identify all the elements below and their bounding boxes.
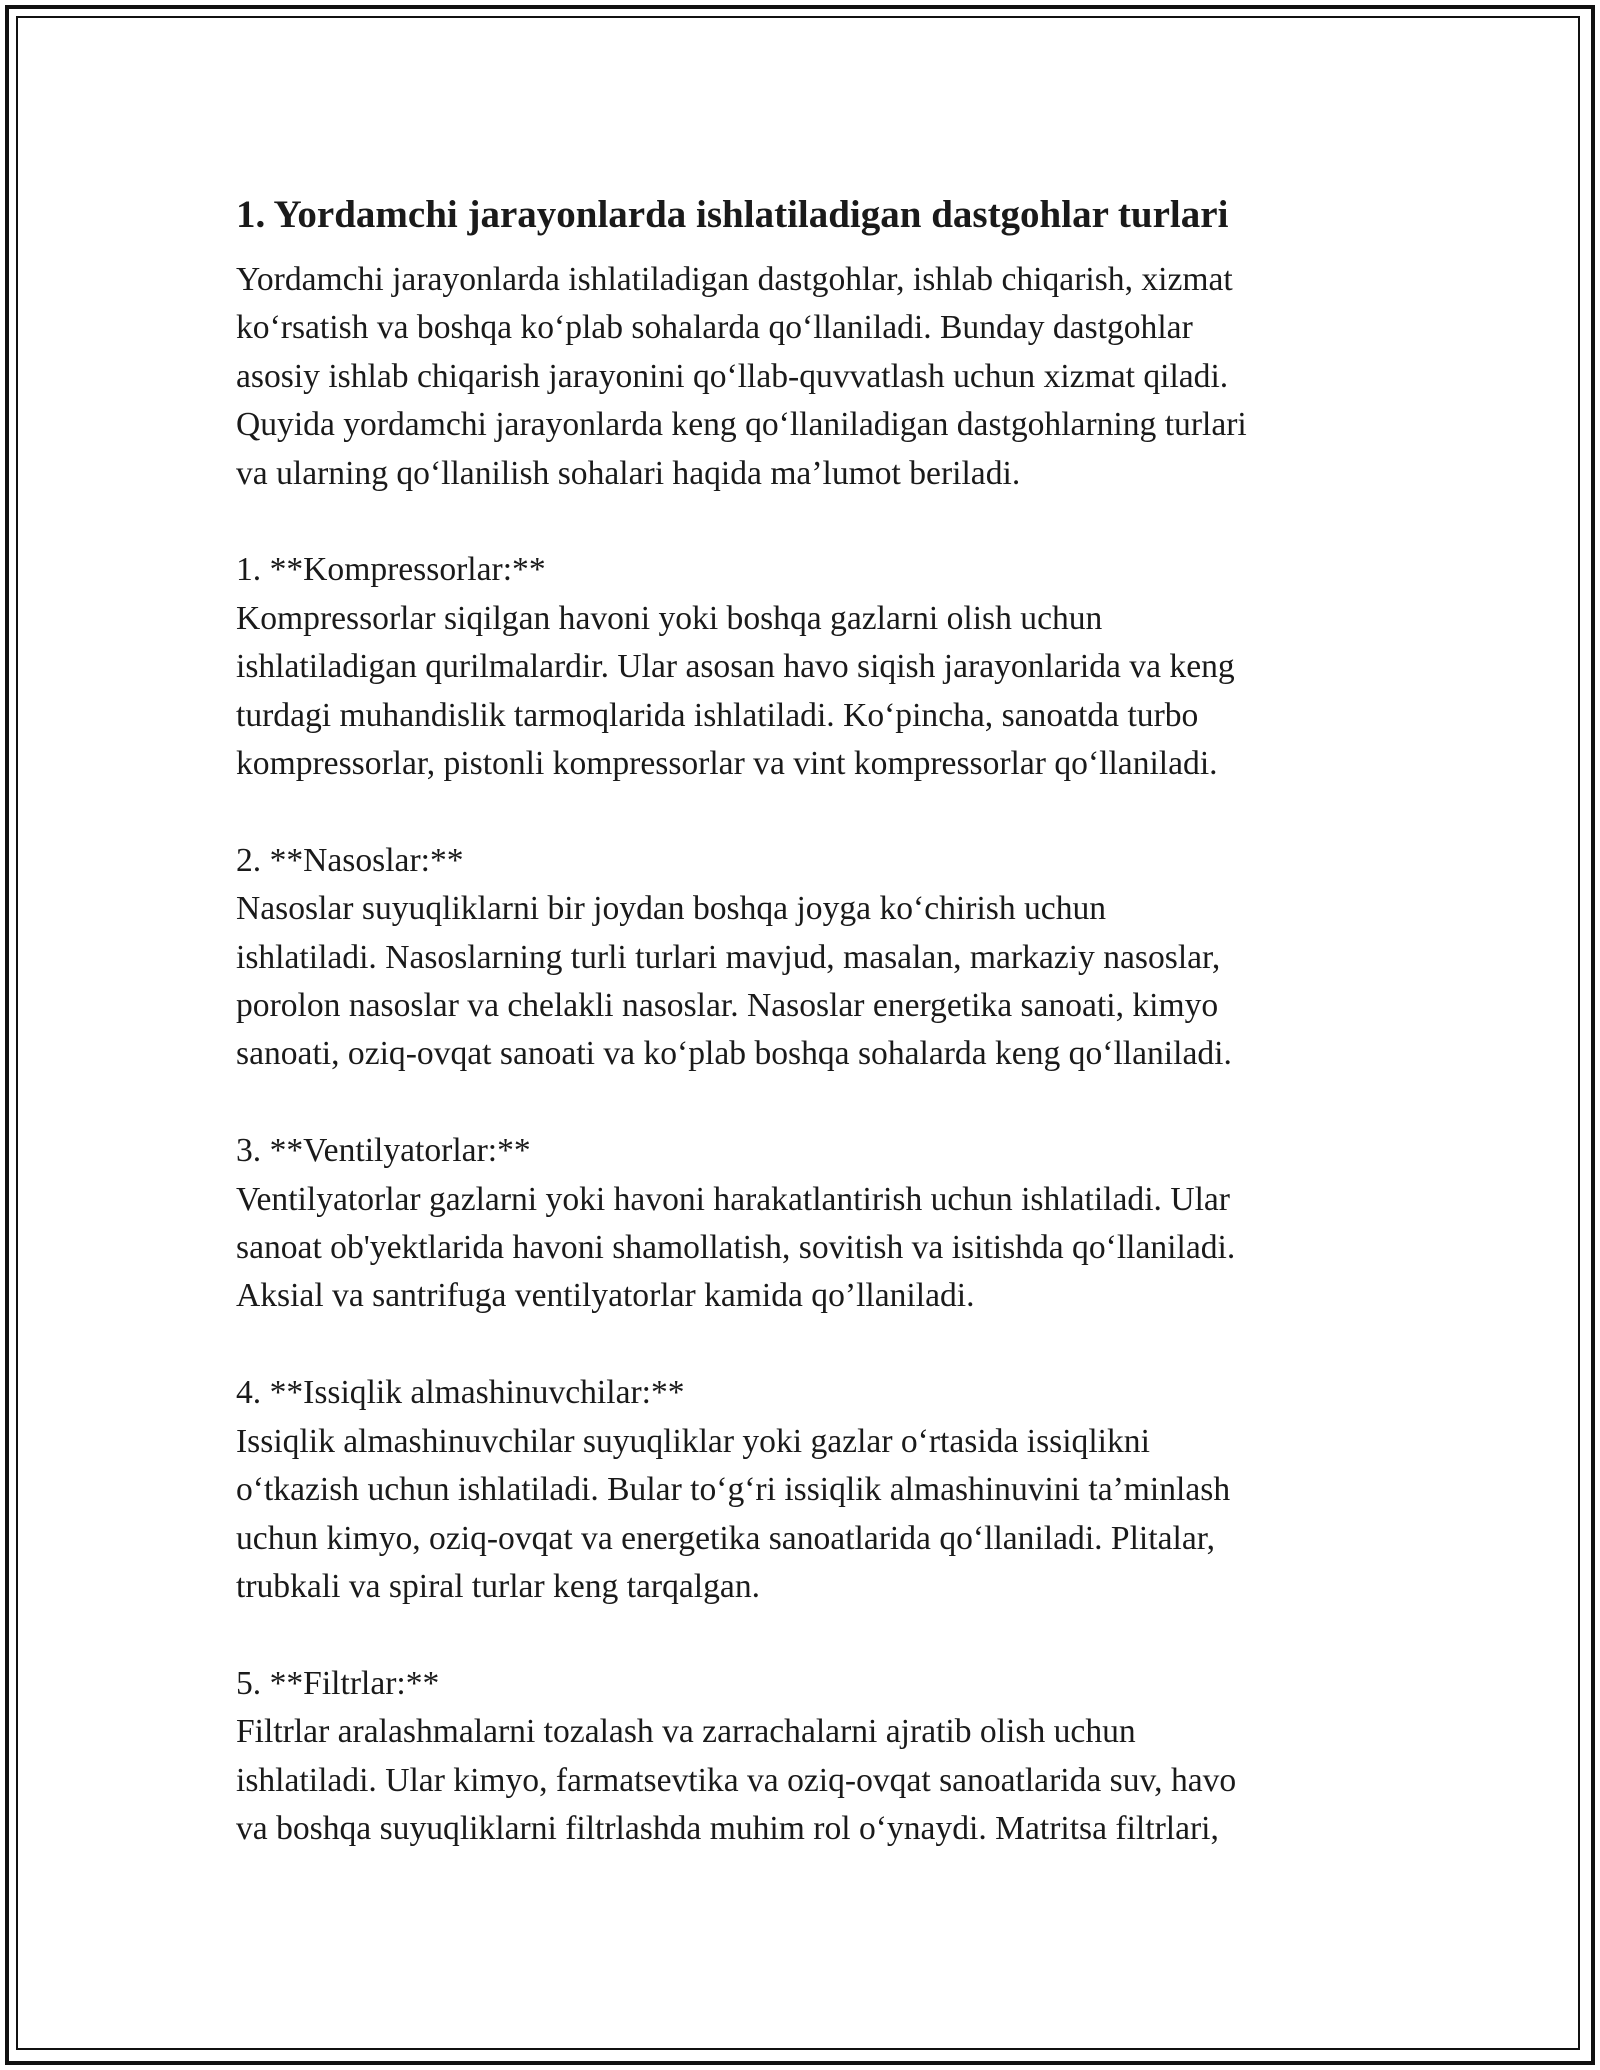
section-heading: 4. **Issiqlik almashinuvchilar:** [236, 1374, 685, 1412]
section-heading: 3. **Ventilyatorlar:** [236, 1132, 531, 1170]
section-body: Nasoslar suyuqliklarni bir joydan boshqa joyga ko‘chirish uchun ishlatiladi. Nasoslarning turli turlari mavjud, masalan, markaziy nasoslar, porolon nasoslar va chelakli nasoslar. Nasoslar energetika sanoati, kimyo sanoati, oziq-ovqat sanoati va ko‘plab boshqa sohalarda keng qo‘llaniladi. [236, 890, 1232, 1073]
section-kompressorlar [236, 546, 1366, 788]
section-heading: 5. **Filtrlar:** [236, 1664, 440, 1702]
section-body: Kompressorlar siqilgan havoni yoki boshqa gazlarni olish uchun ishlatiladigan qurilmalardir. Ular asosan havo siqish jarayonlarida va keng turdagi muhandislik tarmoqlarida ishlatiladi. Ko‘pincha, sanoatda turbo kompressorlar, pistonli kompressorlar va vint kompressorlar qo‘llaniladi. [236, 599, 1235, 783]
section-issiqlik-almashinuvchilar [236, 1369, 1366, 1611]
section-body: Issiqlik almashinuvchilar suyuqliklar yoki gazlar o‘rtasida issiqlikni o‘tkazish uchun ishlatiladi. Bular to‘g‘ri issiqlik almashinuvini ta’minlash uchun kimyo, oziq-ovqat va energetika sanoatlarida qo‘llaniladi. Plitalar, trubkali va spiral turlar keng tarqalgan. [236, 1422, 1231, 1605]
section-nasoslar [236, 837, 1366, 1079]
section-filtrlar [236, 1660, 1366, 1854]
section-body: Ventilyatorlar gazlarni yoki havoni harakatlantirish uchun ishlatiladi. Ular sanoat ob'yektlarida havoni shamollatish, sovitish va isitishda qo‘llaniladi. Aksial va santrifuga ventilyatorlar kamida qo’llaniladi. [236, 1180, 1236, 1315]
document-title: 1. Yordamchi jarayonlarda ishlatiladigan dastgohlar turlari [236, 193, 1229, 236]
section-heading: 1. **Kompressorlar:** [236, 551, 546, 589]
intro-paragraph: Yordamchi jarayonlarda ishlatiladigan dastgohlar, ishlab chiqarish, xizmat ko‘rsatish va boshqa ko‘plab sohalarda qo‘llaniladi. Bunday dastgohlar asosiy ishlab chiqarish jarayonini qo‘llab-quvvatlash uchun xizmat qiladi. Quyida yordamchi jarayonlarda keng qo‘llaniladigan dastgohlarning turlari va ularning qo‘llanilish sohalari haqida ma’lumot beriladi. [236, 261, 1247, 492]
section-heading: 2. **Nasoslar:** [236, 841, 464, 879]
section-ventilyatorlar [236, 1127, 1366, 1321]
section-body: Filtrlar aralashmalarni tozalash va zarrachalarni ajratib olish uchun ishlatiladi. Ular kimyo, farmatsevtika va oziq-ovqat sanoatlarida suv, havo va boshqa suyuqliklarni filtrlashda muhim rol o‘ynaydi. Matritsa filtrlari, [236, 1713, 1237, 1847]
document-body [236, 186, 1366, 1853]
